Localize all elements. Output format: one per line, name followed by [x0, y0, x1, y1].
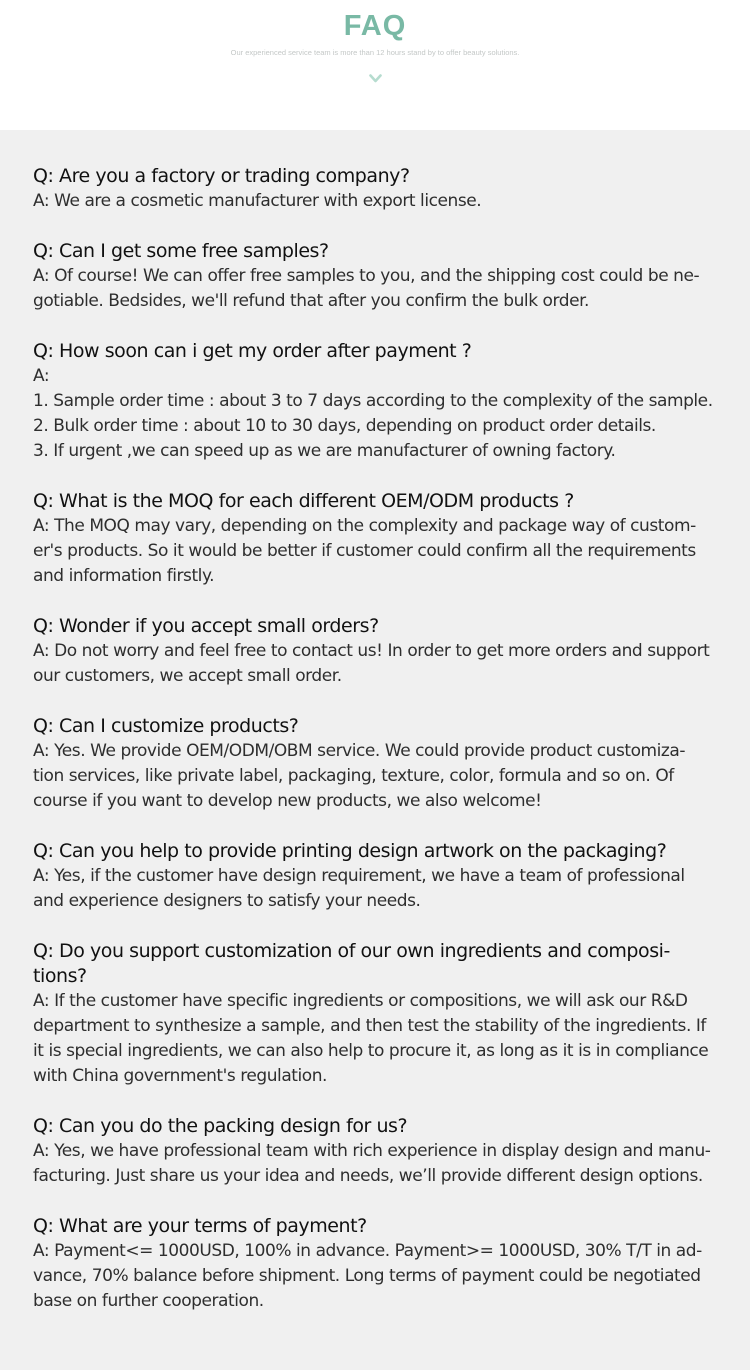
faq-item — [33, 489, 723, 589]
faq-answer: A: Of course! We can offer free samples to you, and the shipping cost could be ne- gotiable. Bedsides, we'll refund that after you confirm the bulk order. — [33, 266, 700, 311]
faq-item — [33, 939, 723, 1089]
page-title: FAQ — [343, 10, 407, 42]
faq-answer: A: Yes, we have professional team with rich experience in display design and manu- facturing. Just share us your idea and needs, we’ll provide different design options. — [33, 1141, 711, 1186]
faq-answer: A: Yes, if the customer have design requirement, we have a team of professional and experience designers to satisfy your needs. — [33, 866, 685, 911]
faq-question: Q: Do you support customization of our own ingredients and composi- tions? — [33, 940, 670, 987]
faq-question: Q: Are you a factory or trading company? — [33, 165, 410, 187]
faq-item — [33, 239, 723, 314]
faq-answer: A: 1. Sample order time : about 3 to 7 days according to the complexity of the sample. 2. Bulk order time : about 10 to 30 days, depending on product order details. 3. If urgent ,we can speed up as we are manufacturer of owning factory. — [33, 366, 713, 461]
faq-item — [33, 164, 723, 214]
faq-question: Q: Wonder if you accept small orders? — [33, 615, 379, 637]
page-subtitle: Our experienced service team is more than 12 hours stand by to offer beauty solutions. — [230, 48, 520, 57]
faq-item — [33, 614, 723, 689]
faq-header — [0, 0, 750, 130]
faq-question: Q: What are your terms of payment? — [33, 1215, 367, 1237]
faq-question: Q: What is the MOQ for each different OEM/ODM products ? — [33, 490, 574, 512]
faq-item — [33, 1114, 723, 1189]
faq-section — [0, 130, 750, 1370]
faq-question: Q: Can you help to provide printing design artwork on the packaging? — [33, 840, 667, 862]
chevron-down-icon — [369, 72, 382, 85]
faq-question: Q: Can I customize products? — [33, 715, 299, 737]
faq-item — [33, 1214, 723, 1314]
faq-answer: A: We are a cosmetic manufacturer with export license. — [33, 191, 482, 211]
faq-item — [33, 714, 723, 814]
faq-question: Q: Can you do the packing design for us? — [33, 1115, 408, 1137]
faq-list — [33, 164, 723, 1339]
faq-answer: A: If the customer have specific ingredients or compositions, we will ask our R&D department to synthesize a sample, and then test the stability of the ingredients. If it is special ingredients, we can also help to procure it, as long as it is in compliance with China government's regulation. — [33, 991, 709, 1086]
faq-question: Q: How soon can i get my order after payment ? — [33, 340, 472, 362]
faq-answer: A: Payment<= 1000USD, 100% in advance. Payment>= 1000USD, 30% T/T in ad- vance, 70% balance before shipment. Long terms of payment could be negotiated base on further cooperation. — [33, 1241, 702, 1311]
faq-answer: A: Yes. We provide OEM/ODM/OBM service. We could provide product customiza- tion services, like private label, packaging, texture, color, formula and so on. Of course if you want to develop new products, we also welcome! — [33, 741, 686, 811]
faq-item — [33, 339, 723, 464]
faq-answer: A: The MOQ may vary, depending on the complexity and package way of custom- er's products. So it would be better if customer could confirm all the requirements and information firstly. — [33, 516, 696, 586]
faq-question: Q: Can I get some free samples? — [33, 240, 329, 262]
faq-item — [33, 839, 723, 914]
faq-answer: A: Do not worry and feel free to contact us! In order to get more orders and support our customers, we accept small order. — [33, 641, 710, 686]
